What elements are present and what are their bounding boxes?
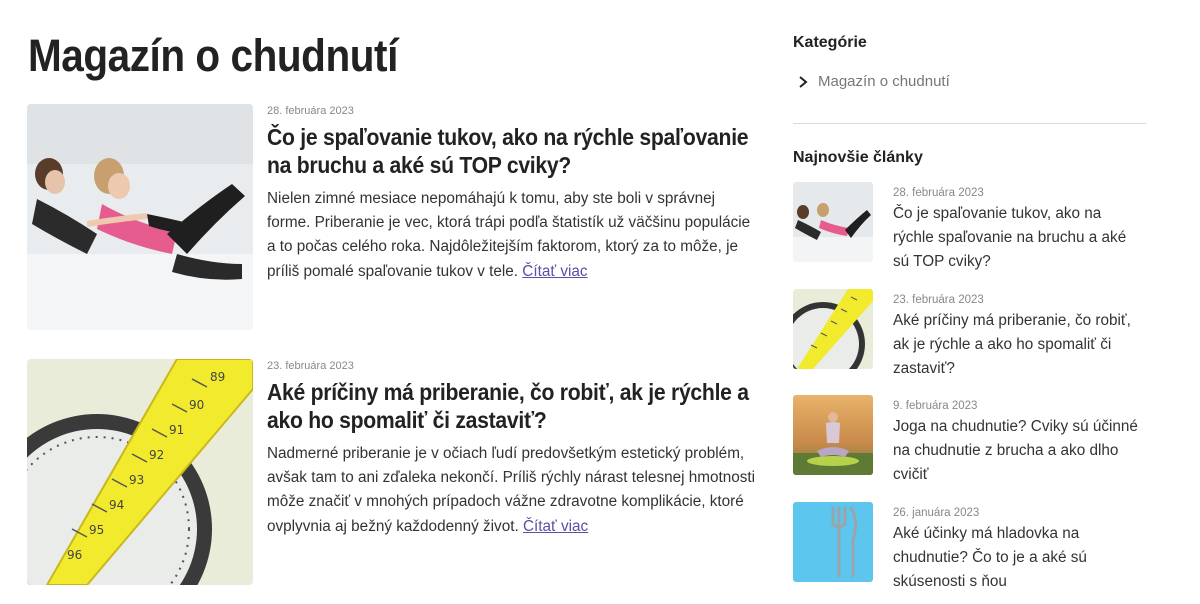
article-title[interactable]: Čo je spaľovanie tukov, ako na rýchle spaľovanie na bruchu a aké sú TOP cviky? [267,124,749,178]
svg-text:92: 92 [149,448,165,462]
recent-thumb[interactable] [793,502,873,582]
article-excerpt-text: Nielen zimné mesiace nepomáhajú k tomu, aby ste boli v správnej forme. Priberanie je vec, ktorá trápi podľa štatistík už väčšinu populácie a to počas celého roka. Najdôležitejším faktorom, ktorý za to môže, je príliš pomalé spaľovanie tukov v tele. [267,190,751,280]
fork-knife-icon [793,502,873,582]
read-more-link[interactable]: Čítať viac [522,517,589,535]
sidebar-divider [793,123,1146,124]
svg-text:96: 96 [67,548,83,562]
recent-date: 23. februára 2023 [893,294,984,306]
categories-heading: Kategórie [793,34,867,51]
recent-title[interactable]: Aké účinky má hladovka na chudnutie? Čo to je a aké sú skúsenosti s ňou [893,525,1087,590]
recent-thumb[interactable] [793,182,873,262]
fitness-women-icon [27,104,253,330]
scale-measuring-tape-icon [27,359,253,585]
yoga-woman-icon [793,395,873,475]
recent-heading: Najnovšie články [793,149,923,166]
scale-measuring-tape-icon [793,289,873,369]
recent-thumb[interactable] [793,395,873,475]
svg-text:89: 89 [210,370,226,384]
svg-text:93: 93 [129,473,145,487]
article-excerpt [267,187,762,284]
svg-text:95: 95 [89,523,105,537]
category-label: Magazín o chudnutí [818,73,950,90]
article-image[interactable] [27,359,253,585]
recent-title[interactable]: Aké príčiny má priberanie, čo robiť, ak je rýchle a ako ho spomaliť či zastaviť? [893,312,1131,377]
article-card [27,359,762,585]
svg-text:90: 90 [189,398,205,412]
svg-text:94: 94 [109,498,125,512]
article-title[interactable]: Aké príčiny má priberanie, čo robiť, ak je rýchle a ako ho spomaliť či zastaviť? [267,379,749,433]
recent-date: 28. februára 2023 [893,187,984,199]
recent-title[interactable]: Čo je spaľovanie tukov, ako na rýchle spaľovanie na bruchu a aké sú TOP cviky? [893,205,1127,270]
article-card [27,104,762,330]
article-image[interactable] [27,104,253,330]
fitness-women-icon [793,182,873,262]
article-excerpt [267,442,762,539]
category-item[interactable] [797,73,950,90]
recent-title[interactable]: Joga na chudnutie? Cviky sú účinné na chudnutie z brucha a ako dlho cvičiť [893,418,1138,483]
page-title: Magazín o chudnutí [28,30,398,81]
article-date: 23. februára 2023 [267,360,354,372]
recent-date: 26. januára 2023 [893,507,980,519]
recent-thumb[interactable] [793,289,873,369]
read-more-link[interactable]: Čítať viac [522,262,588,280]
svg-text:91: 91 [169,423,185,437]
recent-date: 9. februára 2023 [893,400,978,412]
chevron-right-icon [797,75,809,89]
article-date: 28. februára 2023 [267,105,354,117]
article-excerpt-text: Nadmerné priberanie je v očiach ľudí predovšetkým estetický problém, avšak tam to ani zďaleka nekončí. Príliš rýchly nárast telesnej hmotnosti môže značiť v mnohých prípadoch vážne zdravotne komplikácie, ktoré ovplyvnia aj bežný každodenný život. [267,445,756,535]
